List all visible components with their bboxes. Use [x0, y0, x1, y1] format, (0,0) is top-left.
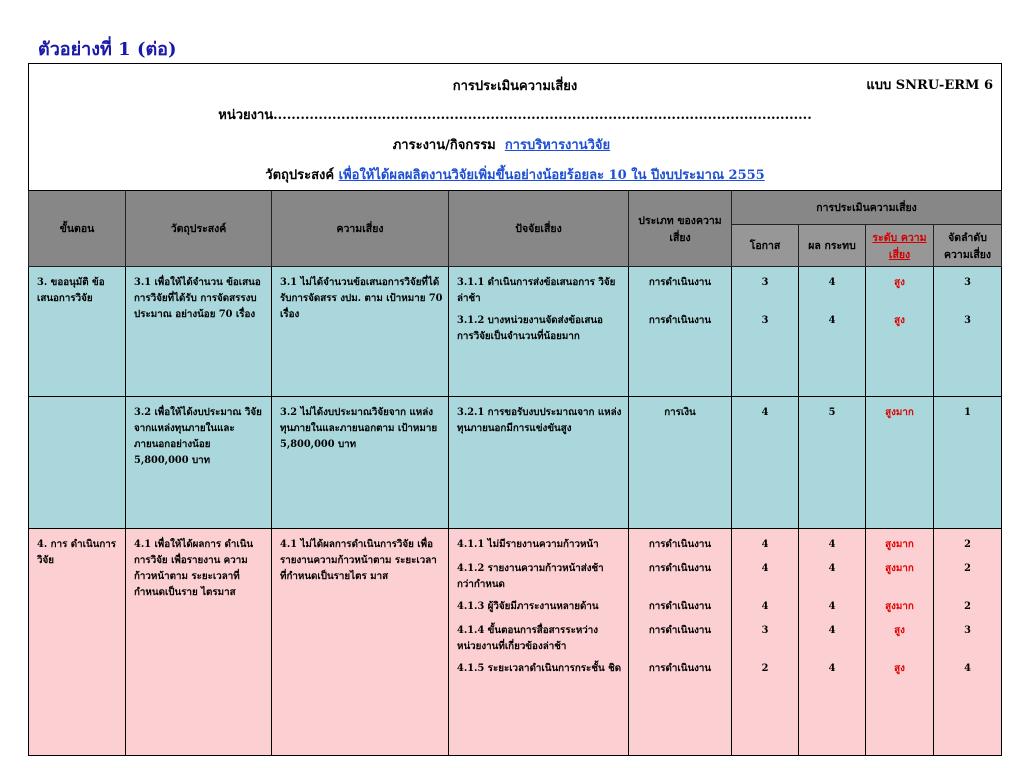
level-value: สูง: [894, 277, 905, 288]
step-cell: [29, 397, 126, 529]
rank-value: 4: [964, 663, 971, 674]
level-value: สูง: [894, 625, 905, 636]
factor-item: 3.1.2 บางหน่วยงานจัดส่งข้อเสนอ การวิจัยเป็นจำนวนที่น้อยมาก: [457, 315, 603, 342]
form-title: การประเมินความเสี่ยง: [452, 79, 578, 94]
col-type: ประเภท ของความเสี่ยง: [629, 191, 732, 267]
impact-cell: [799, 267, 866, 397]
level-value: สูงมาก: [885, 539, 914, 550]
chance-value: 3: [761, 277, 769, 288]
col-risk: ความเสี่ยง: [272, 191, 449, 267]
col-impact: ผล กระทบ: [799, 225, 866, 267]
table-row: [29, 397, 1002, 529]
table-row: [29, 267, 1002, 397]
col-level: ระดับ ความเสี่ยง: [866, 225, 934, 267]
risk-cell: 3.2 ไม่ได้งบประมาณวิจัยจาก แหล่งทุนภายในและภายนอกตาม เป้าหมาย 5,800,000 บาท: [272, 397, 449, 529]
chance-value: 4: [761, 407, 769, 418]
risk-cell: 4.1 ไม่ได้ผลการดำเนินการวิจัย เพื่อรายงานความก้าวหน้าตาม ระยะเวลาที่กำหนดเป็นรายไตร มาส: [272, 529, 449, 756]
impact-value: 4: [828, 315, 836, 326]
type-cell: [629, 397, 732, 529]
impact-value: 4: [828, 601, 836, 612]
level-value: สูงมาก: [885, 563, 914, 574]
level-cell: [866, 267, 934, 397]
factor-cell: [449, 397, 629, 529]
chance-cell: [732, 529, 799, 756]
objective-cell: 3.2 เพื่อให้ได้งบประมาณ วิจัยจากแหล่งทุนภายในและ ภายนอกอย่างน้อย 5,800,000 บาท: [126, 397, 272, 529]
objective-line: [29, 164, 1001, 185]
risk-assessment-form: [28, 63, 1002, 756]
objective-cell: 3.1 เพื่อให้ได้จำนวน ข้อเสนอการวิจัยที่ได้รับ การจัดสรรงบประมาณ อย่างน้อย 70 เรื่อง: [126, 267, 272, 397]
col-rank: จัดลำดับ ความเสี่ยง: [934, 225, 1002, 267]
impact-value: 4: [828, 625, 836, 636]
factor-item: 3.2.1 การขอรับงบประมาณจาก แหล่งทุนภายนอกมีการแข่งขันสูง: [457, 407, 622, 434]
page-heading: ตัวอย่างที่ 1 (ต่อ): [38, 39, 177, 60]
column-header-row-1: [29, 191, 1002, 225]
type-item: การดำเนินงาน: [648, 625, 712, 636]
level-value: สูง: [894, 663, 905, 674]
type-item: การดำเนินงาน: [648, 601, 712, 612]
rank-value: 2: [964, 563, 971, 574]
type-item: การเงิน: [664, 407, 696, 418]
chance-value: 2: [761, 663, 769, 674]
chance-value: 4: [761, 601, 769, 612]
type-cell: [629, 529, 732, 756]
factor-item: 3.1.1 ดำเนินการส่งข้อเสนอการ วิจัยล่าช้า: [457, 277, 616, 304]
rank-value: 2: [964, 539, 971, 550]
chance-value: 3: [761, 315, 769, 326]
factor-item: 4.1.4 ขั้นตอนการสื่อสารระหว่าง หน่วยงานที่เกี่ยวข้องล่าช้า: [457, 625, 599, 652]
type-item: การดำเนินงาน: [648, 663, 712, 674]
col-objective: วัตถุประสงค์: [126, 191, 272, 267]
impact-value: 4: [828, 277, 836, 288]
mission-line: [29, 134, 1001, 155]
table-row: [29, 529, 1002, 756]
rank-value: 1: [964, 407, 971, 418]
objective-label: วัตถุประสงค์: [265, 168, 335, 183]
rank-cell: [934, 397, 1002, 529]
objective-value: เพื่อให้ได้ผลผลิตงานวิจัยเพิ่มขึ้นอย่างน้อยร้อยละ 10 ใน ปีงบประมาณ 2555: [338, 168, 765, 183]
type-item: การดำเนินงาน: [648, 315, 712, 326]
factor-cell: [449, 529, 629, 756]
level-value: สูงมาก: [885, 407, 914, 418]
col-factor: ปัจจัยเสี่ยง: [449, 191, 629, 267]
col-step: ขั้นตอน: [29, 191, 126, 267]
level-cell: [866, 397, 934, 529]
step-cell: 4. การ ดำเนินการวิจัย: [29, 529, 126, 756]
form-header: [29, 64, 1002, 191]
objective-cell: 4.1 เพื่อให้ได้ผลการ ดำเนินการวิจัย เพื่อรายงาน ความก้าวหน้าตาม ระยะเวลาที่กำหนดเป็นราย ไตรมาส: [126, 529, 272, 756]
form-header-row: [29, 64, 1002, 191]
impact-value: 5: [828, 407, 836, 418]
impact-cell: [799, 397, 866, 529]
mission-label: ภาระงาน/กิจกรรม: [392, 138, 496, 153]
step-cell: 3. ขออนุมัติ ข้อเสนอการวิจัย: [29, 267, 126, 397]
chance-cell: [732, 267, 799, 397]
unit-line: หน่วยงาน.......................................................................................................................: [218, 108, 812, 123]
chance-cell: [732, 397, 799, 529]
level-cell: [866, 529, 934, 756]
col-chance: โอกาส: [732, 225, 799, 267]
impact-value: 4: [828, 563, 836, 574]
type-item: การดำเนินงาน: [648, 539, 712, 550]
impact-value: 4: [828, 539, 836, 550]
rank-value: 2: [964, 601, 971, 612]
level-value: สูงมาก: [885, 601, 914, 612]
form-code: แบบ SNRU-ERM 6: [866, 78, 994, 93]
rank-cell: [934, 267, 1002, 397]
mission-value: การบริหารงานวิจัย: [504, 138, 611, 153]
chance-value: 4: [761, 563, 769, 574]
rank-value: 3: [964, 277, 971, 288]
factor-cell: [449, 267, 629, 397]
rank-value: 3: [964, 625, 971, 636]
rank-value: 3: [964, 315, 971, 326]
col-assessment: การประเมินความเสี่ยง: [732, 191, 1002, 225]
risk-cell: 3.1 ไม่ได้จำนวนข้อเสนอการวิจัยที่ได้รับการจัดสรร งปม. ตาม เป้าหมาย 70 เรื่อง: [272, 267, 449, 397]
level-value: สูง: [894, 315, 905, 326]
chance-value: 4: [761, 539, 769, 550]
rank-cell: [934, 529, 1002, 756]
impact-value: 4: [828, 663, 836, 674]
factor-item: 4.1.3 ผู้วิจัยมีภาระงานหลายด้าน: [457, 601, 599, 612]
factor-item: 4.1.1 ไม่มีรายงานความก้าวหน้า: [457, 539, 599, 550]
factor-item: 4.1.5 ระยะเวลาดำเนินการกระชั้น ชิด: [457, 663, 622, 674]
chance-value: 3: [761, 625, 769, 636]
factor-item: 4.1.2 รายงานความก้าวหน้าส่งช้า กว่ากำหนด: [457, 563, 604, 590]
type-item: การดำเนินงาน: [648, 563, 712, 574]
type-cell: [629, 267, 732, 397]
impact-cell: [799, 529, 866, 756]
type-item: การดำเนินงาน: [648, 277, 712, 288]
